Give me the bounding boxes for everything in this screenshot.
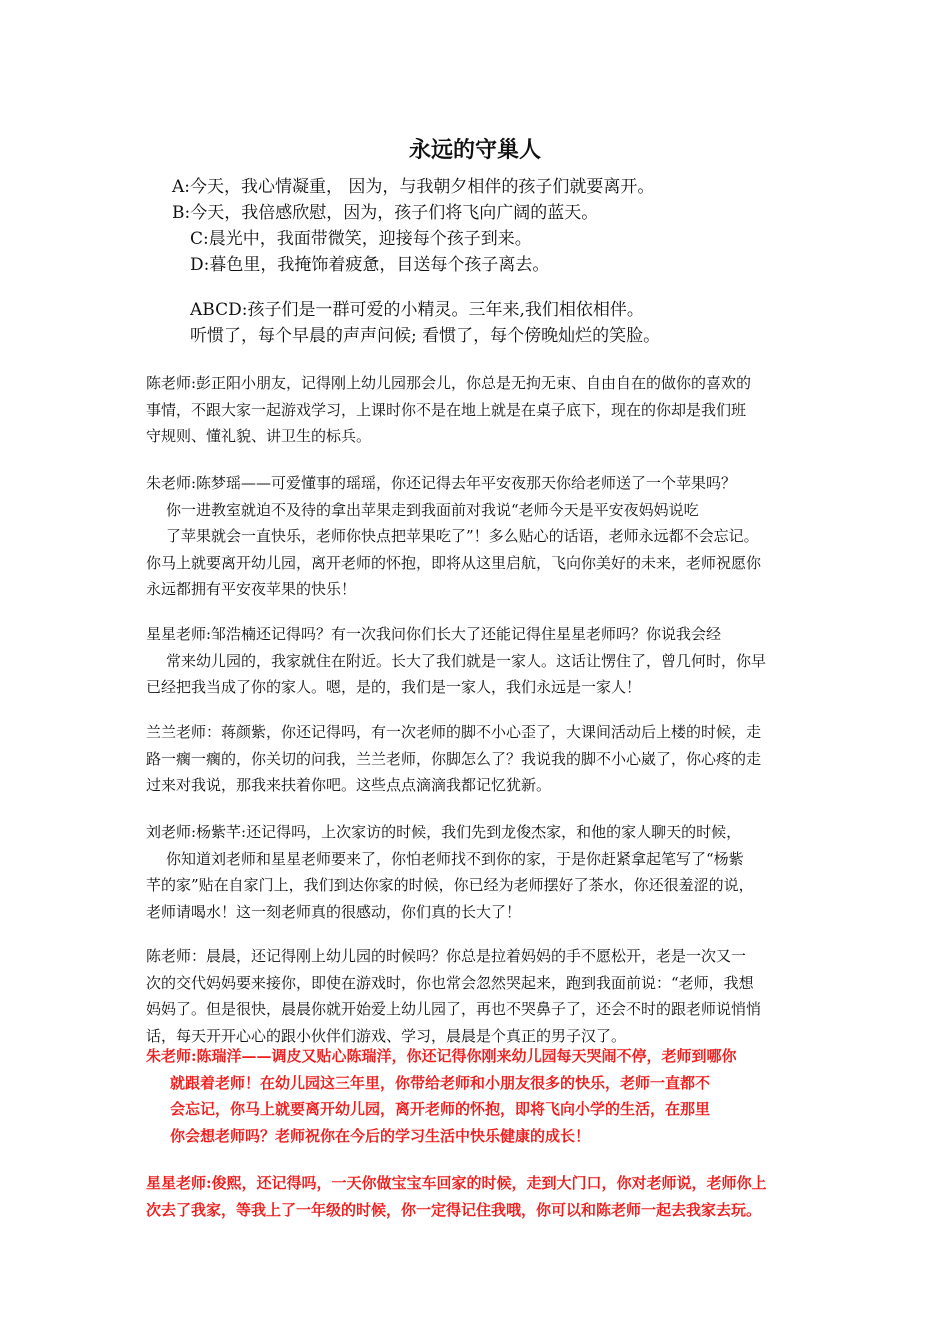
paragraph-line: 常来幼儿园的，我家就住在附近。长大了我们就是一家人。这话让愣住了，曾几何时，你早 (166, 651, 767, 670)
paragraph-line: 朱老师:陈梦瑶——可爱懂事的瑶瑶，你还记得去年平安夜那天你给老师送了一个苹果吗？ (146, 474, 737, 492)
paragraph-jiang-yanzi (146, 719, 814, 799)
paragraph-line: 老师请喝水！这一刻老师真的很感动，你们真的长大了！ (146, 902, 522, 921)
intro-line-a: A:今天，我心情凝重， 因为，与我朝夕相伴的孩子们就要离开。 (172, 177, 655, 197)
paragraph-line: 过来对我说，那我来扶着你吧。这些点点滴滴我都记忆犹新。 (146, 776, 552, 794)
paragraph-chenchen (146, 943, 814, 1049)
paragraph-line: 妈妈了。但是很快，晨晨你就开始爱上幼儿园了，再也不哭鼻子了，还会不时的跟老师说悄悄 (146, 1000, 762, 1018)
paragraph-line: 已经把我当成了你的家人。嗯，是的，我们是一家人，我们永远是一家人！ (146, 678, 642, 696)
paragraph-line: 兰兰老师：蒋颜紫，你还记得吗，有一次老师的脚不小心歪了，大课间活动后上楼的时候，走 (146, 723, 762, 741)
paragraph-line: 刘老师:杨紫芊:还记得吗，上次家访的时候，我们先到龙俊杰家，和他的家人聊天的时候， (146, 823, 742, 841)
paragraph-line: 你一进教室就迫不及待的拿出苹果走到我面前对我说“老师今天是平安夜妈妈说吃 (166, 500, 699, 519)
paragraph-line: 星星老师:俊熙，还记得吗，一天你做宝宝车回家的时候，走到大门口，你对老师说，老师你上 (146, 1174, 767, 1192)
paragraph-line: 陈老师：晨晨，还记得刚上幼儿园的时候吗？你总是拉着妈妈的手不愿松开，老是一次又一 (146, 947, 747, 965)
paragraph-line: 你知道刘老师和星星老师要来了，你怕老师找不到你的家，于是你赶紧拿起笔写了“杨紫 (166, 849, 744, 868)
paragraph-peng-zhengyang (146, 370, 814, 450)
paragraph-line: 了苹果就会一直快乐，老师你快点把苹果吃了”！多么贴心的话语，老师永远都不会忘记。 (166, 527, 759, 545)
paragraph-line: 次去了我家，等我上了一年级的时候，你一定得记住我哦，你可以和陈老师一起去我家去玩。 (146, 1200, 762, 1219)
paragraph-line: 永远都拥有平安夜苹果的快乐！ (146, 580, 357, 598)
paragraph-line: 朱老师:陈瑞洋——调皮又贴心陈瑞洋，你还记得你刚来幼儿园每天哭闹不停，老师到哪你 (146, 1047, 737, 1065)
paragraph-line: 次的交代妈妈要来接你，即使在游戏时，你也常会忽然哭起来，跑到我面前说：“老师，我想 (146, 973, 754, 992)
intro-line-abcd: ABCD:孩子们是一群可爱的小精灵。三年来,我们相依相伴。 (190, 300, 644, 320)
intro-line-d: D:暮色里，我掩饰着疲惫，目送每个孩子离去。 (190, 255, 550, 275)
paragraph-line: 话，每天开开心心的跟小伙伴们游戏、学习，晨晨是个真正的男子汉了。 (146, 1026, 627, 1045)
document-title: 永远的守巢人 (408, 138, 541, 163)
paragraph-yang-ziqian (146, 819, 814, 925)
intro-line-b: B:今天，我倍感欣慰，因为，孩子们将飞向广阔的蓝天。 (172, 203, 599, 223)
paragraph-line: 守规则、懂礼貌、讲卫生的标兵。 (146, 427, 372, 445)
paragraph-chen-ruiyang (146, 1043, 814, 1149)
paragraph-line: 芊的家”贴在自家门上，我们到达你家的时候，你已经为老师摆好了茶水，你还很羞涩的说， (146, 876, 754, 894)
paragraph-line: 路一瘸一瘸的，你关切的问我，兰兰老师，你脚怎么了？我说我的脚不小心崴了，你心疼的走 (146, 749, 762, 768)
paragraph-junxi (146, 1170, 814, 1223)
paragraph-line: 你会想老师吗？老师祝你在今后的学习生活中快乐健康的成长！ (170, 1126, 591, 1145)
paragraph-zou-haonan (146, 621, 814, 701)
paragraph-line: 事情，不跟大家一起游戏学习，上课时你不是在地上就是在桌子底下，现在的你却是我们班 (146, 400, 747, 419)
paragraph-chen-mengyao (146, 470, 814, 603)
intro-line-c: C:晨光中，我面带微笑，迎接每个孩子到来。 (190, 229, 532, 249)
paragraph-line: 你马上就要离开幼儿园，离开老师的怀抱，即将从这里启航，飞向你美好的未来，老师祝愿你 (146, 553, 762, 572)
paragraph-line: 陈老师:彭正阳小朋友，记得刚上幼儿园那会儿，你总是无拘无束、自由自在的做你的喜欢的 (146, 374, 752, 392)
paragraph-line: 就跟着老师！在幼儿园这三年里，你带给老师和小朋友很多的快乐，老师一直都不 (170, 1073, 711, 1092)
paragraph-line: 会忘记，你马上就要离开幼儿园，离开老师的怀抱，即将飞向小学的生活，在那里 (170, 1100, 711, 1118)
paragraph-line: 星星老师:邹浩楠还记得吗？有一次我问你们长大了还能记得住星星老师吗？你说我会经 (146, 625, 722, 643)
intro-line-closing: 听惯了，每个早晨的声声问候; 看惯了，每个傍晚灿烂的笑脸。 (190, 326, 661, 346)
